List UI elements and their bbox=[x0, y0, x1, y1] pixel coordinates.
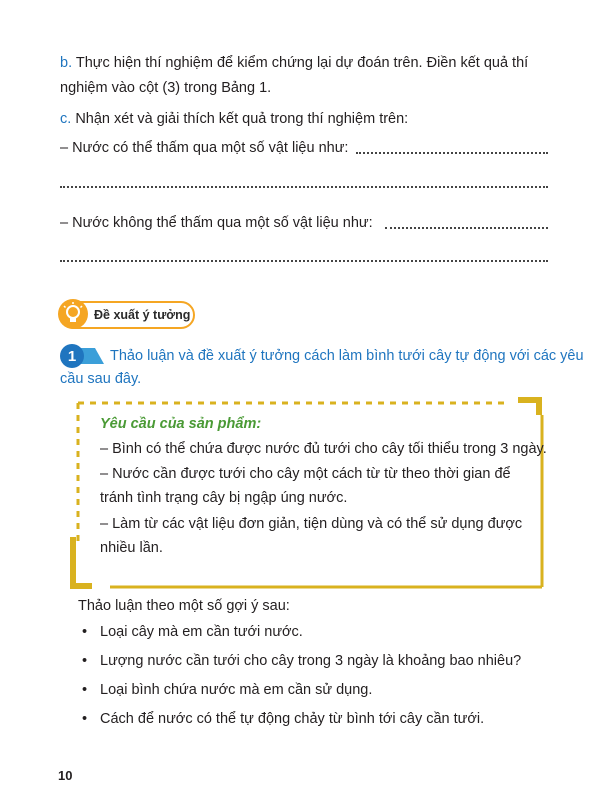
permeable-prompt: – Nước có thể thấm qua một số vật liệu như: bbox=[60, 140, 349, 156]
requirement-2-cont: tránh tình trạng cây bị ngập úng nước. bbox=[100, 490, 348, 506]
requirement-3-cont: nhiều lần. bbox=[100, 540, 163, 556]
impermeable-prompt: – Nước không thể thấm qua một số vật liệu như: bbox=[60, 215, 373, 231]
answer-line-permeable-1[interactable] bbox=[356, 152, 548, 154]
step-line2: cầu sau đây. bbox=[60, 371, 142, 387]
requirements-title bbox=[100, 412, 261, 437]
step-line1: Thảo luận và đề xuất ý tưởng cách làm bình tưới cây tự động với các yêu bbox=[110, 348, 584, 364]
page-number: 10 bbox=[58, 768, 73, 783]
answer-line-permeable-2[interactable] bbox=[60, 186, 548, 188]
list-item: • Cách để nước có thể tự động chảy từ bình tới cây cần tưới. bbox=[78, 705, 521, 734]
lightbulb-icon bbox=[58, 299, 88, 329]
section-b-line1: Thực hiện thí nghiệm để kiểm chứng lại dự đoán trên. Điền kết quả thí bbox=[75, 55, 529, 71]
step-number: 1 bbox=[60, 344, 84, 368]
requirement-3: – Làm từ các vật liệu đơn giản, tiện dùng và có thể sử dụng được bbox=[100, 516, 523, 532]
section-b bbox=[60, 51, 560, 101]
discussion-list bbox=[78, 618, 521, 734]
requirement-2: – Nước cần được tưới cho cây một cách từ từ theo thời gian để bbox=[100, 466, 511, 482]
section-b-marker: b. bbox=[60, 55, 73, 71]
answer-line-impermeable-2[interactable] bbox=[60, 260, 548, 262]
requirement-1: – Bình có thể chứa được nước đủ tưới cho cây tối thiểu trong 3 ngày. bbox=[100, 441, 547, 457]
section-c-text: Nhận xét và giải thích kết quả trong thí nghiệm trên: bbox=[75, 111, 409, 127]
section-b-line2: nghiệm vào cột (3) trong Bảng 1. bbox=[60, 80, 272, 96]
list-item: • Loại bình chứa nước mà em cần sử dụng. bbox=[78, 676, 521, 705]
badge-label: Đề xuất ý tưởng bbox=[94, 308, 191, 322]
requirements-title-text: Yêu cầu của sản phẩm: bbox=[100, 416, 262, 432]
discussion-intro: Thảo luận theo một số gợi ý sau: bbox=[78, 598, 290, 614]
list-item: • Loại cây mà em cần tưới nước. bbox=[78, 618, 521, 647]
section-c bbox=[60, 107, 408, 132]
answer-line-impermeable-1[interactable] bbox=[385, 227, 548, 229]
idea-badge bbox=[60, 301, 195, 329]
section-c-marker: c. bbox=[60, 111, 72, 127]
list-item: • Lượng nước cần tưới cho cây trong 3 ngày là khoảng bao nhiêu? bbox=[78, 647, 521, 676]
